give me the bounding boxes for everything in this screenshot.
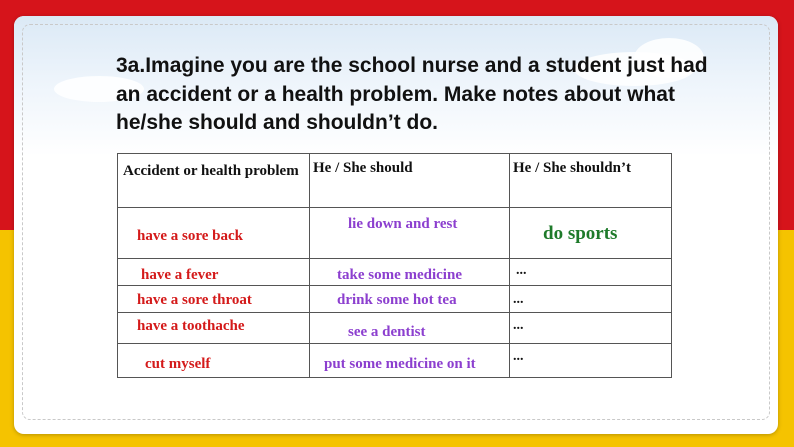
problem-text: have a fever — [141, 267, 219, 283]
header-problem-label: Accident or health problem — [123, 163, 299, 179]
shouldnt-cell — [510, 208, 672, 259]
shouldnt-cell — [510, 286, 672, 313]
should-text: lie down and rest — [348, 216, 458, 232]
notes-table — [117, 153, 672, 378]
header-problem — [118, 154, 310, 208]
shouldnt-text: ... — [516, 263, 527, 278]
table-header-row — [118, 154, 672, 208]
should-cell — [310, 286, 510, 313]
should-text: see a dentist — [348, 324, 426, 340]
header-should — [310, 154, 510, 208]
should-text: drink some hot tea — [337, 292, 457, 308]
problem-cell — [118, 344, 310, 378]
header-should-label: He / She should — [313, 160, 413, 176]
problem-cell — [118, 208, 310, 259]
should-cell — [310, 344, 510, 378]
should-cell — [310, 313, 510, 344]
header-shouldnt — [510, 154, 672, 208]
table-row — [118, 259, 672, 286]
shouldnt-cell — [510, 344, 672, 378]
table-row — [118, 286, 672, 313]
instruction-text: 3a.Imagine you are the school nurse and a student just had an accident or a health problem. Make notes about what he/she should and shouldn’t do. — [116, 54, 708, 134]
shouldnt-cell — [510, 259, 672, 286]
header-shouldnt-label: He / She shouldn’t — [513, 160, 631, 176]
problem-cell — [118, 286, 310, 313]
shouldnt-text: ... — [513, 292, 524, 307]
should-cell — [310, 208, 510, 259]
problem-text: have a toothache — [137, 318, 245, 334]
problem-cell — [118, 313, 310, 344]
should-text: take some medicine — [337, 267, 462, 283]
shouldnt-text: ... — [513, 318, 524, 333]
table-row — [118, 313, 672, 344]
problem-text: cut myself — [145, 356, 211, 372]
problem-text: have a sore back — [137, 228, 243, 244]
should-text: put some medicine on it — [324, 356, 476, 372]
table-row — [118, 208, 672, 259]
shouldnt-text: do sports — [543, 223, 618, 244]
shouldnt-text: ... — [513, 349, 524, 364]
shouldnt-cell — [510, 313, 672, 344]
table-row — [118, 344, 672, 378]
problem-text: have a sore throat — [137, 292, 252, 308]
should-cell — [310, 259, 510, 286]
problem-cell — [118, 259, 310, 286]
